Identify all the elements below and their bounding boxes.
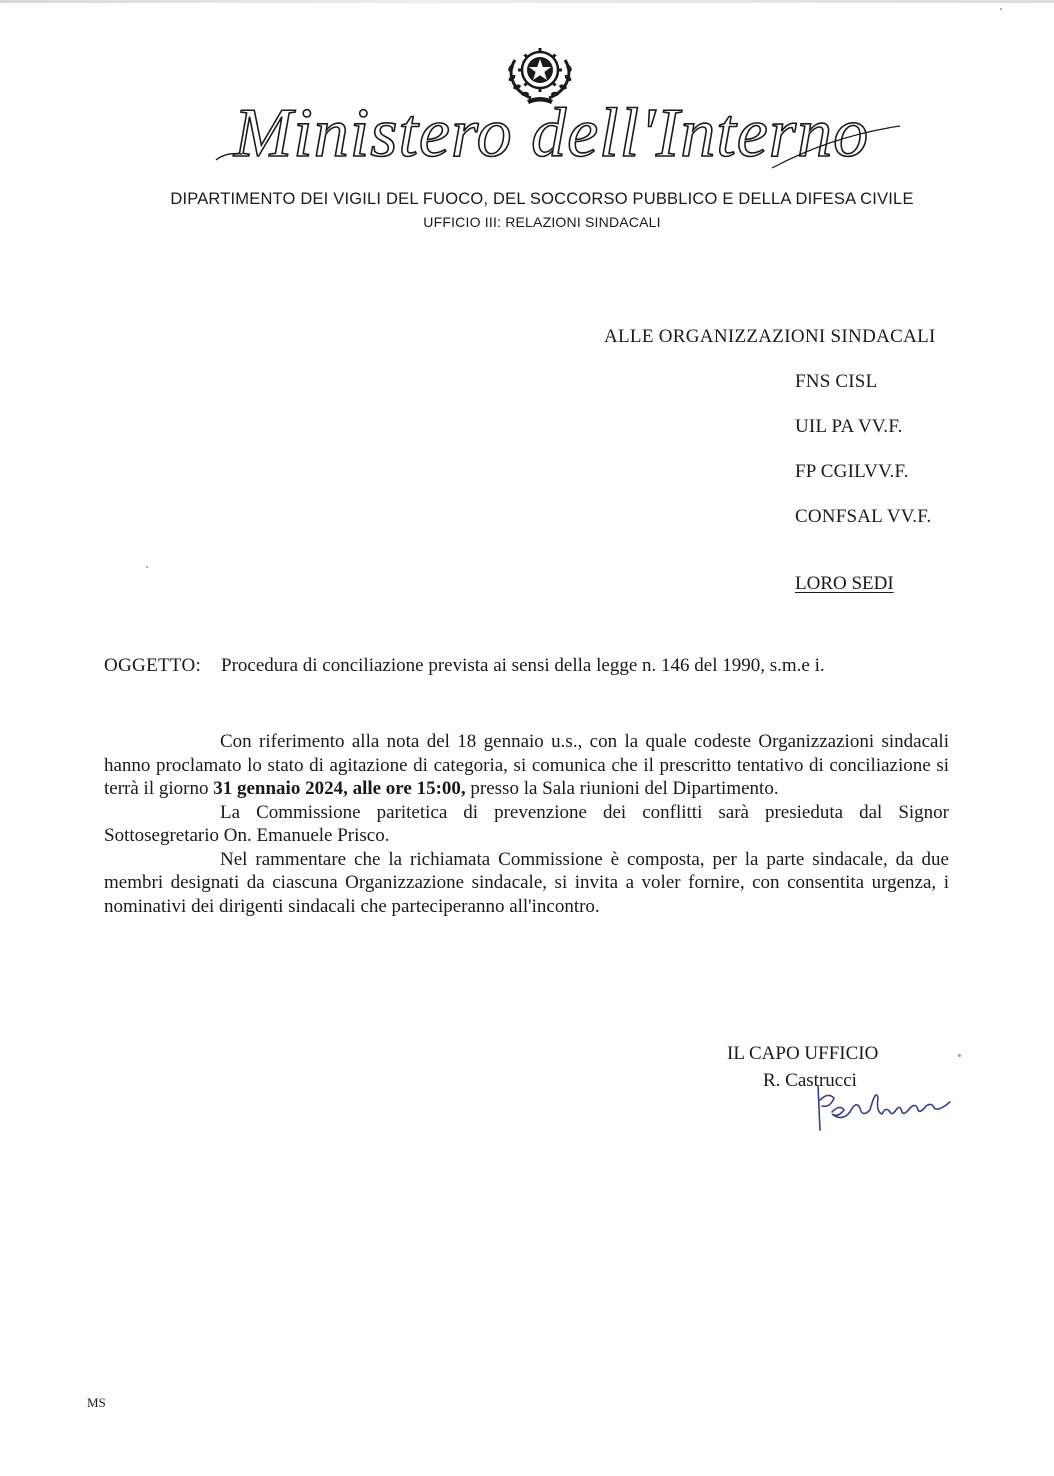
subject-text: Procedura di conciliazione prevista ai sensi della legge n. 146 del 1990, s.m.e i. xyxy=(221,655,825,676)
paragraph-1-text-b: presso la Sala riunioni del Dipartimento. xyxy=(465,778,779,799)
scan-speck xyxy=(1000,8,1002,10)
paragraph-2: La Commissione paritetica di prevenzione dei conflitti sarà presieduta dal Signor Sottosegretario On. Emanuele Prisco. xyxy=(104,801,949,846)
letter-body xyxy=(104,730,949,918)
handwritten-signature xyxy=(800,1078,960,1138)
signature-name: R. Castrucci xyxy=(763,1070,857,1091)
recipient-item: UIL PA VV.F. xyxy=(795,416,903,437)
recipients-heading: ALLE ORGANIZZAZIONI SINDACALI xyxy=(604,326,936,347)
recipients-footer: LORO SEDI xyxy=(795,573,894,594)
meeting-date: 31 gennaio 2024, alle ore 15:00, xyxy=(213,778,466,799)
recipient-item: FNS CISL xyxy=(795,371,878,392)
author-initials: MS xyxy=(87,1395,106,1410)
department-heading: DIPARTIMENTO DEI VIGILI DEL FUOCO, DEL SOCCORSO PUBBLICO E DELLA DIFESA CIVILE xyxy=(170,190,914,208)
ministry-title xyxy=(212,96,902,176)
subject-label: OGGETTO: xyxy=(104,655,202,676)
recipient-item: CONFSAL VV.F. xyxy=(795,506,932,527)
ministry-title-text: Ministero dell'Interno xyxy=(234,96,870,172)
scan-speck xyxy=(146,566,148,568)
office-subheading: UFFICIO III: RELAZIONI SINDACALI xyxy=(423,214,661,230)
signature-title: IL CAPO UFFICIO xyxy=(727,1043,879,1064)
paragraph-1 xyxy=(104,730,949,801)
paragraph-3: Nel rammentare che la richiamata Commissione è composta, per la parte sindacale, da due membri designati da ciascuna Organizzazione sindacale, si invita a voler fornire, con consentita urgenza, i nominativi dei dirigenti sindacali che parteciperanno all'incontro. xyxy=(104,848,949,917)
scan-edge xyxy=(0,0,1054,3)
recipient-item: FP CGILVV.F. xyxy=(795,461,909,482)
scan-speck xyxy=(958,1054,961,1057)
paragraph-1-text-a: Con riferimento alla nota del 18 gennaio u.s., con la quale codeste Organizzazioni sindacali hanno proclamato lo stato di agitazione di categoria, si comunica che il prescritto tentativo di conciliazione si terrà il giorno xyxy=(104,731,949,799)
